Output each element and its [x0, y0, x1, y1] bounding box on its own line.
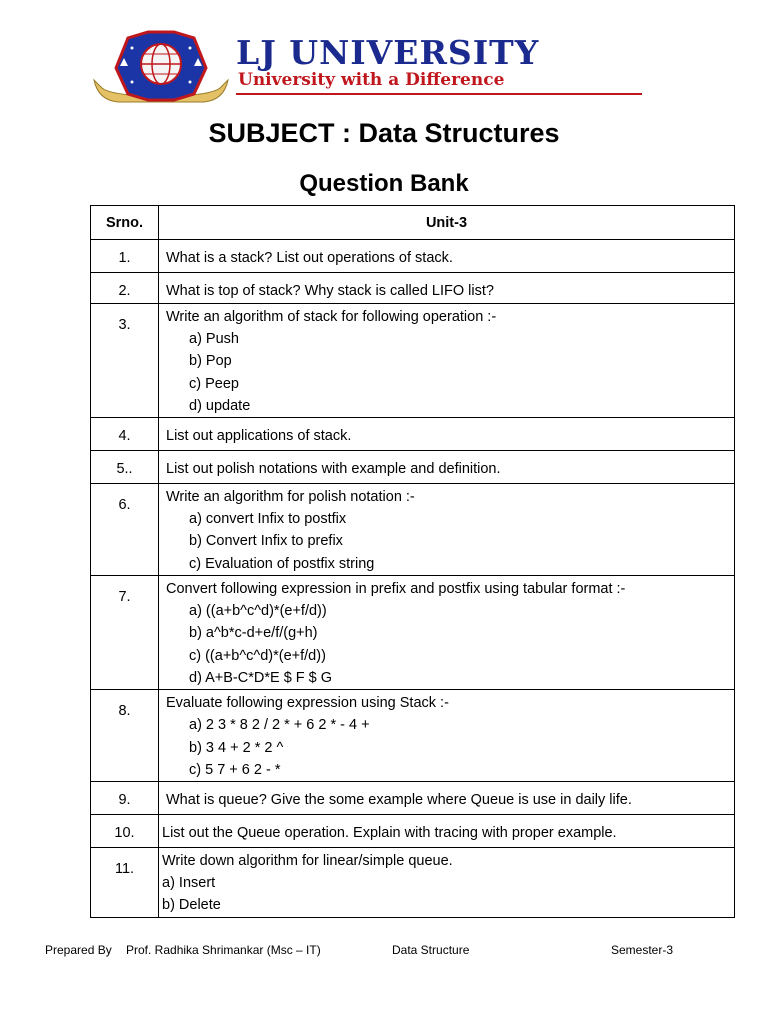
question-text: Write an algorithm of stack for following operation :- [166, 309, 497, 325]
row-number: 4. [118, 428, 131, 445]
question-text: What is queue? Give the some example where Queue is use in daily life. [166, 792, 632, 809]
table-row [91, 576, 735, 690]
table-row [91, 848, 735, 918]
unit-column-header: Unit-3 [159, 206, 735, 240]
question-text: List out the Queue operation. Explain with tracing with proper example. [162, 825, 617, 842]
question-text: Write an algorithm for polish notation :- [166, 489, 415, 506]
list-item: c) 5 7 + 6 2 - * [189, 761, 281, 778]
table-row [91, 240, 735, 273]
list-item: b) a^b*c-d+e/f/(g+h) [189, 625, 318, 642]
table-row [91, 273, 735, 304]
course-name: Data Structure [392, 943, 470, 957]
tagline-underline [236, 93, 642, 95]
question-text: Write down algorithm for linear/simple queue. [162, 853, 453, 870]
row-number: 8. [118, 703, 131, 720]
row-number: 1. [118, 250, 131, 266]
question-text: What is top of stack? Why stack is called LIFO list? [166, 283, 494, 299]
list-item: c) Evaluation of postfix string [189, 555, 375, 572]
table-row [91, 484, 735, 576]
table-header-row [91, 206, 735, 240]
prepared-by-label: Prepared By [45, 943, 112, 957]
question-text: Evaluate following expression using Stack :- [166, 695, 449, 712]
page-footer [0, 943, 768, 961]
row-number: 10. [114, 825, 135, 842]
list-item: b) 3 4 + 2 * 2 ^ [189, 739, 284, 756]
row-number: 9. [118, 792, 131, 809]
list-item: c) Peep [189, 375, 239, 392]
table-row [91, 815, 735, 848]
list-item: d) A+B-C*D*E $ F $ G [189, 669, 333, 686]
table-row [91, 451, 735, 484]
question-text: Convert following expression in prefix and postfix using tabular format :- [166, 581, 626, 598]
lj-university-seal-icon [88, 28, 234, 106]
list-item: a) ((a+b^c^d)*(e+f/d)) [189, 603, 327, 620]
author-name: Prof. Radhika Shrimankar (Msc – IT) [126, 943, 321, 957]
question-table [90, 205, 735, 918]
sub-item-list [166, 600, 734, 689]
list-item: a) Insert [162, 875, 216, 892]
list-item: a) 2 3 * 8 2 / 2 * + 6 2 * - 4 + [189, 717, 370, 734]
table-row [91, 782, 735, 815]
university-name: LJ UNIVERSITY [236, 33, 540, 72]
document-header [0, 0, 768, 110]
row-number: 6. [118, 497, 131, 514]
table-row [91, 304, 735, 418]
question-text: What is a stack? List out operations of stack. [166, 250, 453, 266]
sub-item-list [162, 872, 734, 917]
table-row [91, 418, 735, 451]
question-text: List out polish notations with example and definition. [166, 461, 501, 478]
row-number: 2. [118, 283, 131, 299]
sub-item-list [166, 328, 734, 417]
list-item: b) Pop [189, 353, 232, 370]
list-item: a) convert Infix to postfix [189, 511, 347, 528]
sub-item-list [166, 508, 734, 575]
question-text: List out applications of stack. [166, 428, 352, 445]
list-item: a) Push [189, 331, 239, 347]
list-item: b) Delete [162, 897, 221, 914]
list-item: b) Convert Infix to prefix [189, 533, 343, 550]
row-number: 3. [118, 317, 131, 333]
srno-column-header: Srno. [91, 206, 159, 240]
table-row [91, 690, 735, 782]
list-item: c) ((a+b^c^d)*(e+f/d)) [189, 647, 326, 664]
university-tagline: University with a Difference [238, 70, 505, 90]
semester-label: Semester-3 [611, 943, 674, 957]
list-item: d) update [189, 397, 251, 414]
subject-title: SUBJECT : Data Structures [208, 118, 560, 148]
sub-item-list [166, 714, 734, 781]
document-title: Question Bank [299, 170, 469, 197]
row-number: 5.. [116, 461, 133, 478]
row-number: 11. [114, 861, 135, 878]
row-number: 7. [118, 589, 131, 606]
